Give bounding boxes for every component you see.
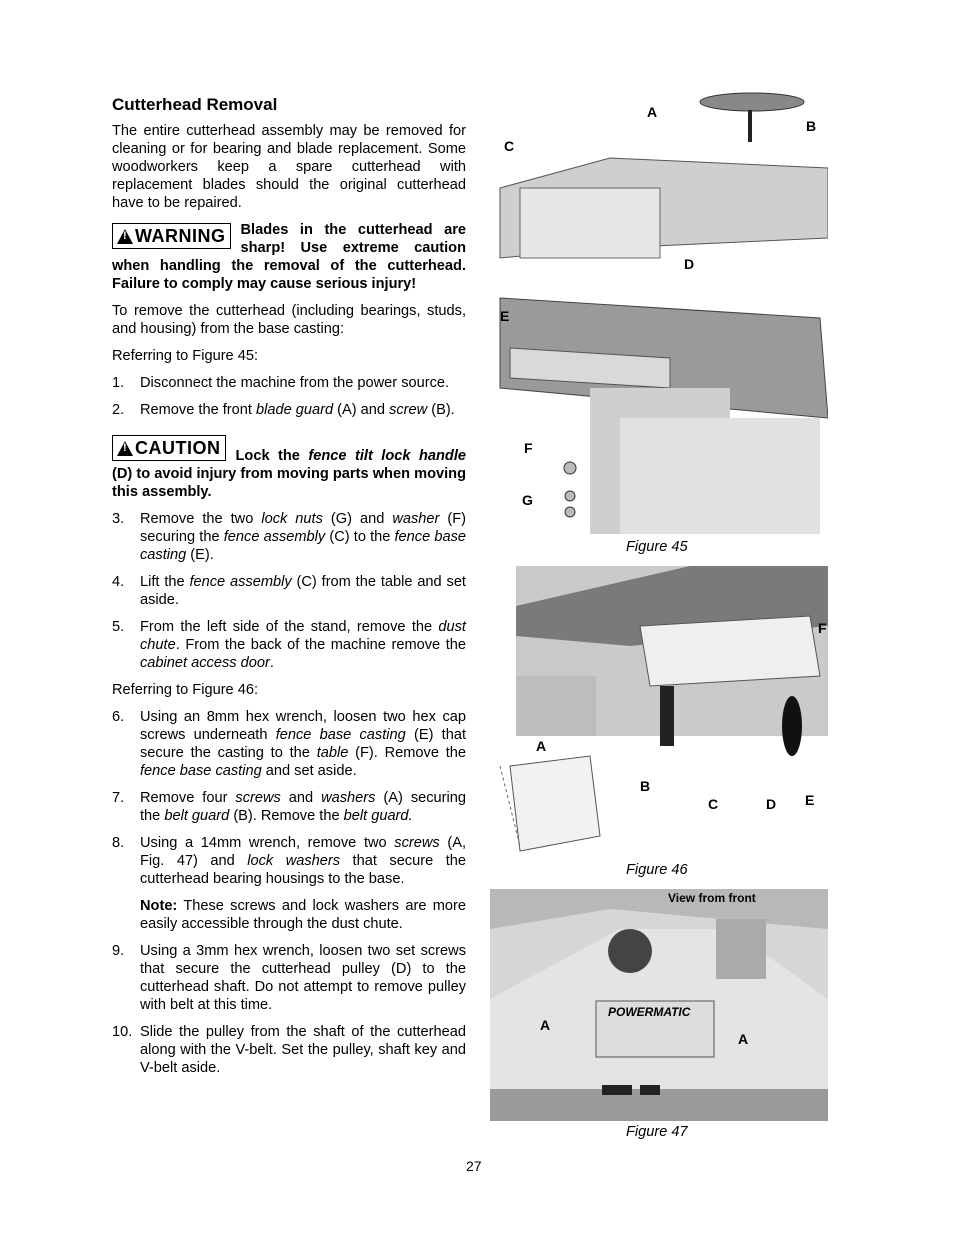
intro-paragraph: The entire cutterhead assembly may be removed for cleaning or for bearing and blade replacement. Some woodworkers keep a spare cutterhead with replacement blades should the original cutterhead have to be repaired. bbox=[112, 123, 466, 211]
fig45-label-c: C bbox=[504, 138, 515, 154]
figure-46-caption: Figure 46 bbox=[626, 862, 688, 878]
fig45-label-f: F bbox=[524, 440, 533, 456]
fig45-label-a: A bbox=[647, 104, 658, 120]
warning-triangle-icon bbox=[117, 229, 133, 244]
figure-47-caption: Figure 47 bbox=[626, 1124, 688, 1140]
steps-list-1 bbox=[112, 374, 466, 419]
fig45-label-e: E bbox=[500, 308, 510, 324]
list-item: 2. Remove the front blade guard (A) and screw (B). bbox=[112, 402, 455, 418]
text-column bbox=[112, 96, 466, 1086]
belt-guard-illustration bbox=[490, 566, 828, 858]
list-item: 9. Using a 3mm hex wrench, loosen two set screws that secure the cutterhead pulley (D) to the cutterhead shaft. Do not attempt to remove pulley with belt at this time. bbox=[112, 943, 466, 1013]
caution-triangle-icon bbox=[117, 441, 133, 456]
ref-figure45: Referring to Figure 45: bbox=[112, 348, 259, 364]
list-item: 10. Slide the pulley from the shaft of the cutterhead along with the V-belt. Set the pulley, shaft key and V-belt aside. bbox=[112, 1024, 466, 1076]
fig45-label-g: G bbox=[522, 492, 533, 508]
caution-badge: ! CAUTION bbox=[112, 435, 226, 461]
section-heading: Cutterhead Removal bbox=[112, 95, 278, 114]
fig46-label-f: F bbox=[818, 620, 827, 636]
list-item: 4. Lift the fence assembly (C) from the table and set aside. bbox=[112, 574, 466, 608]
fig45-label-d: D bbox=[684, 256, 695, 272]
jointer-fence-illustration bbox=[490, 88, 828, 534]
fig47-label-a-left: A bbox=[540, 1017, 551, 1033]
page-number: 27 bbox=[466, 1158, 482, 1174]
list-item: 5. From the left side of the stand, remove the dust chute. From the back of the machine remove the cabinet access door. bbox=[112, 619, 466, 671]
fig46-label-a: A bbox=[536, 738, 547, 754]
fig47-label-a-right: A bbox=[738, 1031, 749, 1047]
list-item: 6. Using an 8mm hex wrench, loosen two hex cap screws underneath fence base casting (E) that secure the casting to the table (F). Remove the fence base casting and set aside. bbox=[112, 709, 466, 779]
list-item: 8. Using a 14mm wrench, remove two screws (A, Fig. 47) and lock washers that secure the cutterhead bearing housings to the base. Note: These screws and lock washers are more easily accessible through the dust chute. bbox=[112, 835, 466, 932]
fig47-view-label: View from front bbox=[668, 891, 756, 905]
steps-list-3 bbox=[112, 708, 466, 1077]
figure-47-image bbox=[490, 889, 828, 1121]
warning-badge: ! WARNING bbox=[112, 223, 231, 249]
steps-list-2 bbox=[112, 510, 466, 672]
fig46-label-c: C bbox=[708, 796, 719, 812]
list-item: 3. Remove the two lock nuts (G) and washer (F) securing the fence assembly (C) to the fence base casting (E). bbox=[112, 511, 466, 563]
list-item: 7. Remove four screws and washers (A) securing the belt guard (B). Remove the belt guard. bbox=[112, 790, 466, 824]
figure-45-caption: Figure 45 bbox=[626, 539, 688, 555]
fig47-brand-plate: POWERMATIC bbox=[608, 1005, 691, 1019]
figure-46-image bbox=[490, 566, 828, 858]
caution-block: ! CAUTION Lock the fence tilt lock handle (D) to avoid injury from moving parts when moving this assembly. bbox=[112, 433, 466, 501]
warning-block bbox=[112, 221, 466, 293]
ref-figure46: Referring to Figure 46: bbox=[112, 682, 259, 698]
fig46-label-b: B bbox=[640, 778, 651, 794]
list-item: 1. Disconnect the machine from the power source. bbox=[112, 375, 450, 391]
fig46-label-e: E bbox=[805, 792, 815, 808]
warning-text: Blades in the cutterhead are sharp! Use extreme caution when handling the removal of the cutterhead. Failure to comply may cause serious injury! bbox=[112, 222, 466, 292]
fig46-label-d: D bbox=[766, 796, 777, 812]
figure-45-image bbox=[490, 88, 828, 534]
to-remove-paragraph: To remove the cutterhead (including bearings, studs, and housing) from the base casting: bbox=[112, 303, 466, 337]
fig45-label-b: B bbox=[806, 118, 817, 134]
note: Note: These screws and lock washers are more easily accessible through the dust chute. bbox=[140, 898, 466, 932]
